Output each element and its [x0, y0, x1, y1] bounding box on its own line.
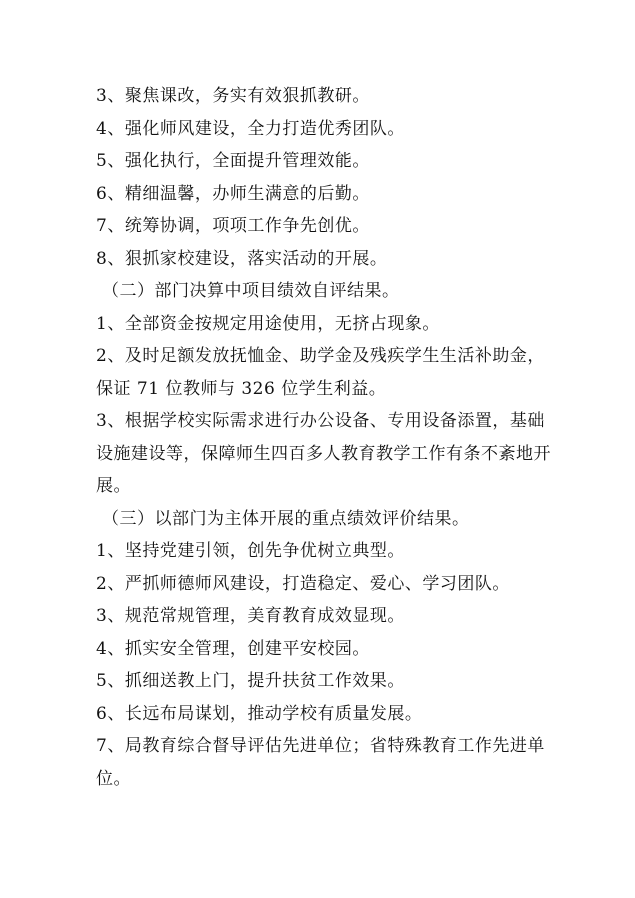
- section-heading-3: （三）以部门为主体开展的重点绩效评价结果。: [102, 508, 470, 529]
- list-item: 5、抓细送教上门，提升扶贫工作效果。: [96, 671, 405, 691]
- list-item: 3、聚焦课改，务实有效狠抓教研。: [96, 86, 370, 106]
- list-item: 7、局教育综合督导评估先进单位；省特殊教育工作先进单: [96, 736, 545, 756]
- list-item-continuation: 保证 71 位教师与 326 位学生利益。: [96, 378, 387, 399]
- list-item: 3、根据学校实际需求进行办公设备、专用设备添置，基础: [96, 411, 545, 431]
- list-item: 2、及时足额发放抚恤金、助学金及残疾学生生活补助金，: [96, 346, 545, 366]
- list-item-continuation: 展。: [96, 476, 131, 496]
- list-item: 2、严抓师德师风建设，打造稳定、爱心、学习团队。: [96, 573, 510, 594]
- list-item: 4、抓实安全管理，创建平安校园。: [96, 638, 370, 659]
- list-item: 8、狠抓家校建设，落实活动的开展。: [96, 248, 388, 269]
- list-item-continuation: 设施建设等，保障师生四百多人教育教学工作有条不紊地开: [96, 443, 551, 464]
- list-item: 6、长远布局谋划，推动学校有质量发展。: [96, 703, 423, 724]
- list-item: 6、精细温馨，办师生满意的后勤。: [96, 183, 370, 204]
- document-body: [96, 80, 551, 795]
- list-item: 1、坚持党建引领，创先争优树立典型。: [96, 541, 405, 561]
- list-item: 5、强化执行，全面提升管理效能。: [96, 151, 370, 171]
- section-heading-2: （二）部门决算中项目绩效自评结果。: [102, 281, 400, 301]
- list-item: 3、规范常规管理，美育教育成效显现。: [96, 606, 405, 626]
- list-item-continuation: 位。: [96, 768, 131, 789]
- list-item: 1、全部资金按规定用途使用，无挤占现象。: [96, 313, 440, 334]
- list-item: 4、强化师风建设，全力打造优秀团队。: [96, 118, 405, 139]
- list-item: 7、统筹协调，项项工作争先创优。: [96, 216, 370, 236]
